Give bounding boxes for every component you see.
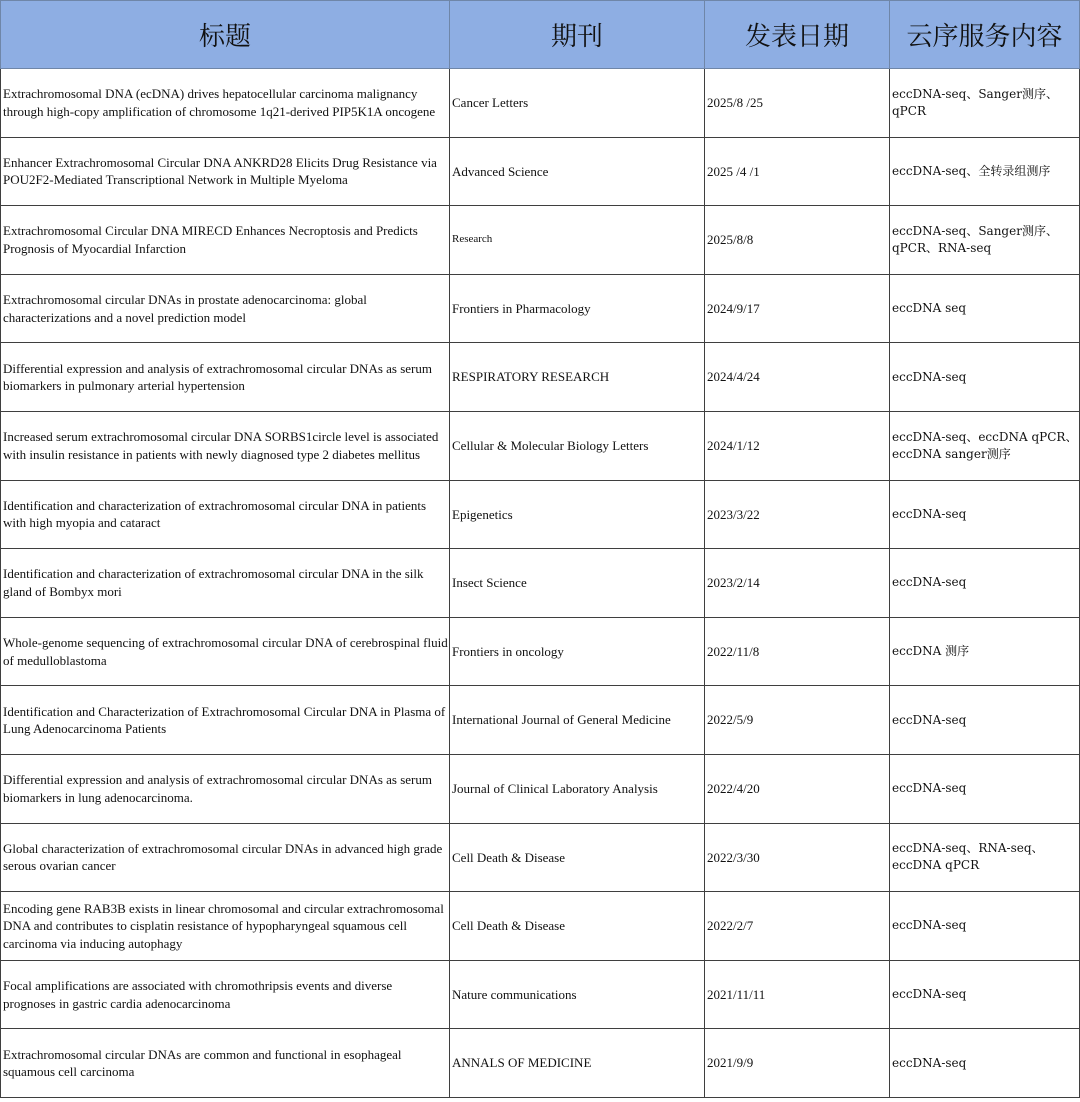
cell-title: Identification and characterization of extrachromosomal circular DNA in patients with high myopia and cataract (1, 480, 450, 549)
cell-date: 2024/1/12 (705, 411, 890, 480)
cell-service: eccDNA-seq (890, 686, 1080, 755)
cell-journal: Cellular & Molecular Biology Letters (450, 411, 705, 480)
header-title: 标题 (1, 1, 450, 69)
cell-date: 2022/11/8 (705, 617, 890, 686)
table-header (1, 1, 1080, 69)
cell-date: 2024/9/17 (705, 274, 890, 343)
table-row (1, 343, 1080, 412)
table-body (1, 69, 1080, 1098)
header-service: 云序服务内容 (890, 1, 1080, 69)
cell-title: Extrachromosomal circular DNAs are common and functional in esophageal squamous cell carcinoma (1, 1029, 450, 1098)
cell-service: eccDNA-seq、Sanger测序、qPCR (890, 69, 1080, 138)
cell-title: Extrachromosomal circular DNAs in prostate adenocarcinoma: global characterizations and a novel prediction model (1, 274, 450, 343)
cell-title: Global characterization of extrachromosomal circular DNAs in advanced high grade serous ovarian cancer (1, 823, 450, 892)
table-row (1, 480, 1080, 549)
cell-service: eccDNA-seq (890, 960, 1080, 1029)
cell-date: 2025/8 /25 (705, 69, 890, 138)
cell-journal: Advanced Science (450, 137, 705, 206)
cell-journal: Research (450, 206, 705, 275)
table-row (1, 137, 1080, 206)
cell-journal: Journal of Clinical Laboratory Analysis (450, 754, 705, 823)
cell-service: eccDNA-seq (890, 343, 1080, 412)
cell-service: eccDNA-seq (890, 549, 1080, 618)
table-row (1, 1029, 1080, 1098)
cell-title: Extrachromosomal Circular DNA MIRECD Enhances Necroptosis and Predicts Prognosis of Myocardial Infarction (1, 206, 450, 275)
cell-journal: Frontiers in Pharmacology (450, 274, 705, 343)
table-row (1, 274, 1080, 343)
cell-date: 2025/8/8 (705, 206, 890, 275)
cell-journal: RESPIRATORY RESEARCH (450, 343, 705, 412)
cell-journal: Nature communications (450, 960, 705, 1029)
header-date: 发表日期 (705, 1, 890, 69)
table-row (1, 823, 1080, 892)
cell-date: 2022/2/7 (705, 892, 890, 961)
cell-date: 2025 /4 /1 (705, 137, 890, 206)
cell-title: Increased serum extrachromosomal circular DNA SORBS1circle level is associated with insulin resistance in patients with newly diagnosed type 2 diabetes mellitus (1, 411, 450, 480)
cell-service: eccDNA-seq (890, 480, 1080, 549)
cell-journal: Cancer Letters (450, 69, 705, 138)
cell-journal: International Journal of General Medicine (450, 686, 705, 755)
table-row (1, 892, 1080, 961)
cell-title: Identification and Characterization of Extrachromosomal Circular DNA in Plasma of Lung Adenocarcinoma Patients (1, 686, 450, 755)
cell-journal: Frontiers in oncology (450, 617, 705, 686)
table-row (1, 754, 1080, 823)
cell-date: 2024/4/24 (705, 343, 890, 412)
cell-title: Whole-genome sequencing of extrachromosomal circular DNA of cerebrospinal fluid of medulloblastoma (1, 617, 450, 686)
header-row (1, 1, 1080, 69)
cell-date: 2022/3/30 (705, 823, 890, 892)
cell-journal: Insect Science (450, 549, 705, 618)
cell-journal: Cell Death & Disease (450, 823, 705, 892)
cell-date: 2023/2/14 (705, 549, 890, 618)
table-row (1, 549, 1080, 618)
table-row (1, 69, 1080, 138)
cell-title: Focal amplifications are associated with chromothripsis events and diverse prognoses in gastric cardia adenocarcinoma (1, 960, 450, 1029)
cell-title: Differential expression and analysis of extrachromosomal circular DNAs as serum biomarkers in lung adenocarcinoma. (1, 754, 450, 823)
cell-service: eccDNA-seq (890, 754, 1080, 823)
cell-journal: Cell Death & Disease (450, 892, 705, 961)
cell-service: eccDNA-seq (890, 1029, 1080, 1098)
cell-service: eccDNA-seq、eccDNA qPCR、eccDNA sanger测序 (890, 411, 1080, 480)
table-row (1, 411, 1080, 480)
table-row (1, 206, 1080, 275)
cell-service: eccDNA seq (890, 274, 1080, 343)
cell-service: eccDNA-seq、RNA-seq、eccDNA qPCR (890, 823, 1080, 892)
table-row (1, 617, 1080, 686)
cell-date: 2023/3/22 (705, 480, 890, 549)
cell-date: 2022/5/9 (705, 686, 890, 755)
cell-service: eccDNA-seq、Sanger测序、qPCR、RNA-seq (890, 206, 1080, 275)
table-row (1, 686, 1080, 755)
cell-journal: Epigenetics (450, 480, 705, 549)
header-journal: 期刊 (450, 1, 705, 69)
cell-journal: ANNALS OF MEDICINE (450, 1029, 705, 1098)
cell-title: Encoding gene RAB3B exists in linear chromosomal and circular extrachromosomal DNA and contributes to cisplatin resistance of hypopharyngeal squamous cell carcinoma via inducing autophagy (1, 892, 450, 961)
cell-service: eccDNA 测序 (890, 617, 1080, 686)
cell-date: 2021/11/11 (705, 960, 890, 1029)
cell-service: eccDNA-seq (890, 892, 1080, 961)
table-row (1, 960, 1080, 1029)
cell-title: Identification and characterization of extrachromosomal circular DNA in the silk gland of Bombyx mori (1, 549, 450, 618)
cell-date: 2022/4/20 (705, 754, 890, 823)
cell-title: Extrachromosomal DNA (ecDNA) drives hepatocellular carcinoma malignancy through high-copy amplification of chromosome 1q21-derived PIP5K1A oncogene (1, 69, 450, 138)
cell-date: 2021/9/9 (705, 1029, 890, 1098)
cell-service: eccDNA-seq、全转录组测序 (890, 137, 1080, 206)
cell-title: Differential expression and analysis of extrachromosomal circular DNAs as serum biomarkers in pulmonary arterial hypertension (1, 343, 450, 412)
cell-title: Enhancer Extrachromosomal Circular DNA ANKRD28 Elicits Drug Resistance via POU2F2-Mediated Transcriptional Network in Multiple Myeloma (1, 137, 450, 206)
